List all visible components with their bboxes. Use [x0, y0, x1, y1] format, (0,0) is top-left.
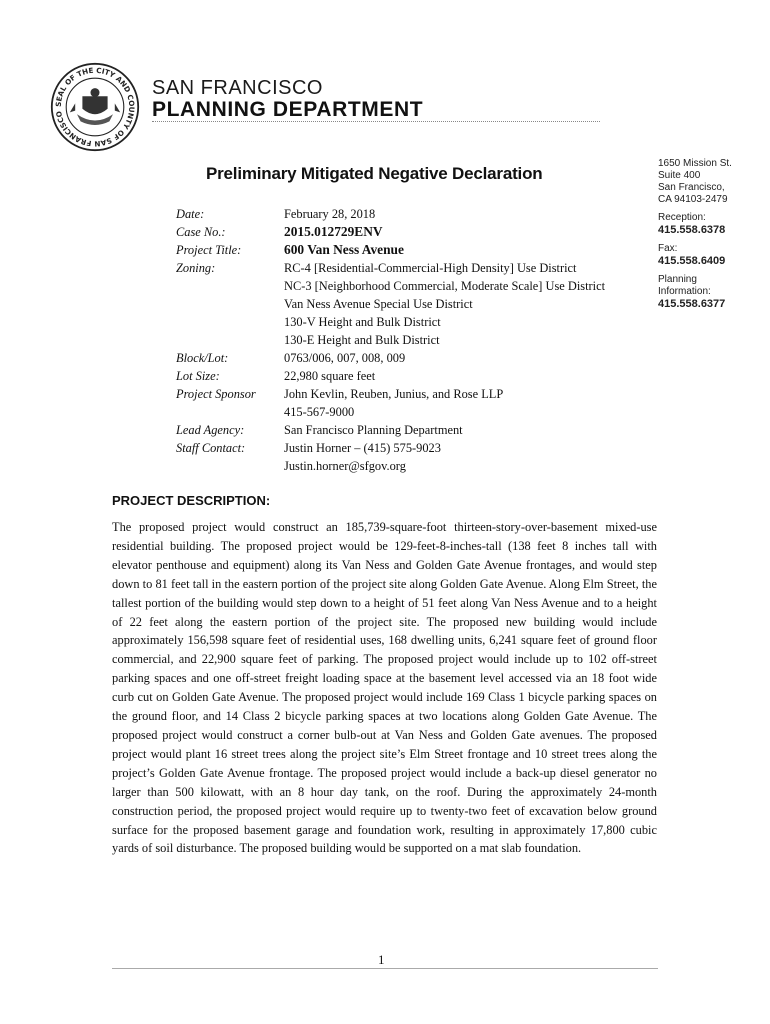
- info-value: John Kevlin, Reuben, Junius, and Rose LLP: [284, 387, 504, 401]
- info-label: Block/Lot:: [176, 351, 229, 365]
- case-number: 2015.012729ENV: [284, 224, 383, 239]
- reception-label: Reception:: [658, 212, 706, 223]
- header-divider: [152, 121, 600, 122]
- info-row-lot-size: [176, 367, 654, 385]
- fax-block: [658, 243, 763, 268]
- address-line: CA 94103-2479: [658, 194, 728, 205]
- info-label: Zoning:: [176, 261, 216, 275]
- zoning-item: RC-4 [Residential-Commercial-High Density] Use District: [284, 261, 577, 275]
- section-heading: PROJECT DESCRIPTION:: [112, 493, 271, 508]
- info-value: February 28, 2018: [284, 207, 376, 221]
- info-label: Case No.:: [176, 225, 226, 239]
- info-value: 0763/006, 007, 008, 009: [284, 351, 406, 365]
- zoning-item: 130-E Height and Bulk District: [284, 333, 440, 347]
- project-description-text: The proposed project would construct an 185,739-square-foot thirteen-story-over-basement mixed-use residential building. The proposed project would be 129-feet-8-inches-tall (138 feet 8 inches tall with elevator penthouse and equipment) along its Van Ness and Golden Gate Avenue frontages, and would step down to 81 feet tall in the eastern portion of the project site along Golden Gate Avenue. Along Elm Street, the tallest portion of the building would step down to a height of 51 feet along Van Ness Avenue and to a height of 22 feet along the eastern portion of the project site. The proposed new building would include approximately 156,598 square feet of residential uses, 168 dwelling units, 6,241 square feet of ground floor commercial, and 22,900 square feet of parking. The proposed project would include up to 102 off-street parking spaces and one off-street freight loading space at the basement level accessed via an 18 foot wide curb cut on Golden Gate Avenue. The proposed project would include 169 Class 1 bicycle parking spaces on the ground floor, and 14 Class 2 bicycle parking spaces at two locations along Golden Gate Avenue. The proposed project would construct a corner bulb-out at Van Ness and Golden Gate avenues. The proposed project would plant 16 street trees along the project site’s Elm Street frontage and 10 street trees along the project’s Golden Gate Avenue frontage. The proposed project would include a back-up diesel generator no larger than 500 kilowatt, with an 8 hour day tank, on the roof. During the approximately 24-month construction period, the proposed project would require up to twenty-two feet of excavation below ground surface for the proposed basement garage and foundation work, resulting in approximately 17,800 cubic yards of soil disturbance. The proposed building would be supported on a mat slab foundation.: [112, 520, 657, 856]
- city-seal-icon: [50, 62, 140, 152]
- address-line: San Francisco,: [658, 182, 725, 193]
- page-number: 1: [378, 952, 385, 967]
- zoning-item: 130-V Height and Bulk District: [284, 315, 441, 329]
- info-label: Staff Contact:: [176, 441, 246, 455]
- info-row-staff-contact: [176, 439, 654, 475]
- info-row-sponsor: [176, 385, 654, 421]
- info-row-project-title: [176, 241, 654, 259]
- info-value: 415-567-9000: [284, 405, 355, 419]
- footer-divider: [112, 968, 658, 969]
- info-label: Project Sponsor: [176, 387, 256, 401]
- info-label: Project Title:: [176, 243, 242, 257]
- document-title: Preliminary Mitigated Negative Declaration: [206, 164, 543, 183]
- dept-name-line1: SAN FRANCISCO: [152, 77, 323, 99]
- planning-number: 415.558.6377: [658, 298, 726, 310]
- zoning-list: [284, 259, 654, 349]
- zoning-item: NC-3 [Neighborhood Commercial, Moderate Scale] Use District: [284, 279, 606, 293]
- department-logo: [152, 78, 423, 121]
- project-info-table: [176, 205, 654, 475]
- info-row-block-lot: [176, 349, 654, 367]
- reception-block: [658, 212, 763, 237]
- info-value: San Francisco Planning Department: [284, 423, 463, 437]
- address-line: 1650 Mission St.: [658, 158, 732, 169]
- planning-label: Information:: [658, 286, 711, 297]
- address-block: [658, 158, 763, 206]
- address-line: Suite 400: [658, 170, 701, 181]
- sponsor-block: [284, 385, 654, 421]
- planning-info-block: [658, 274, 763, 311]
- staff-email: Justin.horner@sfgov.org: [284, 459, 406, 473]
- info-label: Lot Size:: [176, 369, 220, 383]
- info-label: Lead Agency:: [176, 423, 245, 437]
- svg-text:SEAL OF THE CITY AND COUNTY OF: SEAL OF THE CITY AND COUNTY OF SAN FRANCISCO: [53, 65, 137, 149]
- planning-label: Planning: [658, 274, 697, 285]
- dept-name-line2: PLANNING DEPARTMENT: [152, 98, 424, 121]
- info-value: 22,980 square feet: [284, 369, 376, 383]
- fax-number: 415.558.6409: [658, 255, 726, 267]
- info-row-case: [176, 223, 654, 241]
- staff-block: [284, 439, 654, 475]
- info-row-date: [176, 205, 654, 223]
- info-row-zoning: [176, 259, 654, 349]
- fax-label: Fax:: [658, 243, 678, 254]
- reception-number: 415.558.6378: [658, 224, 726, 236]
- contact-sidebar: [658, 158, 763, 317]
- info-label: Date:: [176, 207, 205, 221]
- zoning-item: Van Ness Avenue Special Use District: [284, 297, 473, 311]
- project-title: 600 Van Ness Avenue: [284, 242, 404, 257]
- info-value: Justin Horner – (415) 575-9023: [284, 441, 441, 455]
- info-row-lead-agency: [176, 421, 654, 439]
